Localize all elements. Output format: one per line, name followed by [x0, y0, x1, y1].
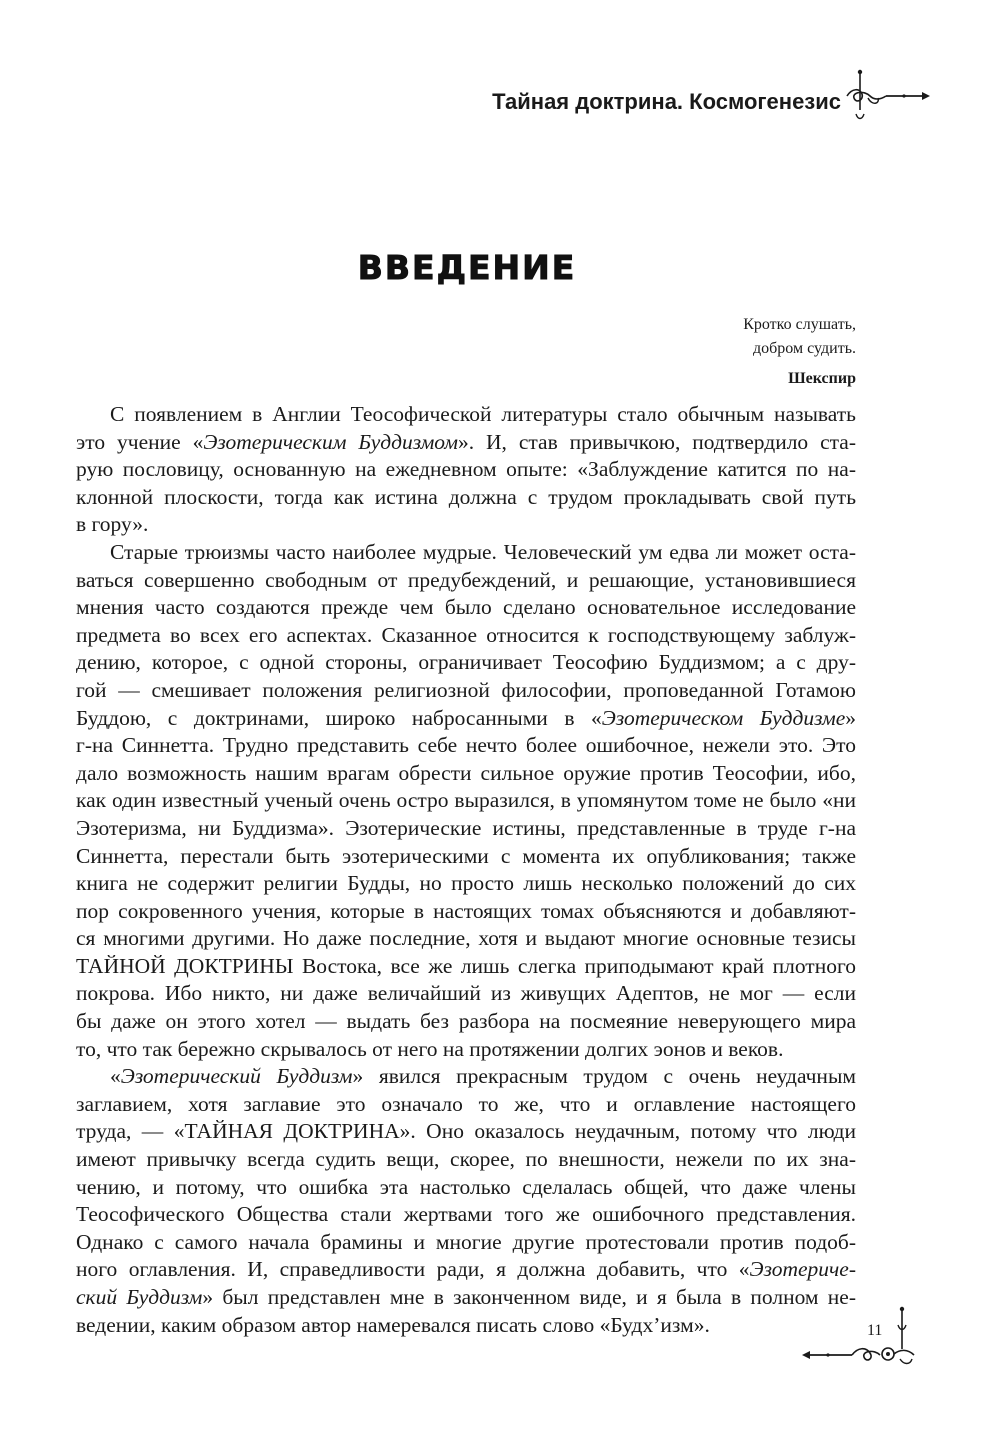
epigraph — [556, 313, 856, 391]
text-line — [76, 760, 856, 788]
text-line — [76, 1174, 856, 1202]
text-line — [76, 484, 856, 512]
text-line — [76, 1312, 856, 1340]
text-line — [76, 1091, 856, 1119]
text-line — [76, 1146, 856, 1174]
text-line — [76, 539, 856, 567]
text-span: это учение « — [76, 429, 204, 454]
text-line — [76, 429, 856, 457]
text-span: клонной плоскости, тогда как истина должна с трудом прокладывать свой путь — [76, 484, 856, 509]
text-line — [76, 401, 856, 429]
text-span: С появлением в Англии Теософической литературы стало обычным называть — [110, 402, 856, 426]
text-line — [76, 787, 856, 815]
text-line — [76, 511, 856, 539]
flourish-ornament-icon — [842, 68, 932, 128]
running-head — [0, 84, 986, 124]
text-span: Старые трюизмы часто наиболее мудрые. Человеческий ум едва ли может оста- — [110, 539, 856, 564]
text-line — [76, 953, 856, 981]
text-line — [76, 705, 856, 733]
text-span: чению, и потому, что ошибка эта настолько сделалась общей, что даже члены — [76, 1174, 856, 1199]
page-number: 11 — [867, 1322, 883, 1339]
text-span: имеют привычку всегда судить вещи, скорее, по внешности, нежели по их зна- — [76, 1147, 856, 1172]
text-span: в гору». — [76, 512, 149, 537]
text-span: Синнетта, перестали быть эзотерическими с момента их опубликования; также — [76, 843, 856, 868]
text-span: г-на Синнетта. Трудно представить себе нечто более ошибочное, нежели это. Это — [76, 733, 856, 758]
text-span: дению, которое, с одной стороны, ограничивает Теософию Буддизмом; а с дру- — [76, 650, 856, 675]
text-line — [76, 815, 856, 843]
italic-text: ский Буддизм — [76, 1285, 203, 1309]
text-span: заглавием, хотя заглавие это означало то же, что и оглавление настоящего — [76, 1091, 856, 1116]
text-span: покрова. Ибо никто, ни даже величайший из живущих Адептов, не мог — если — [76, 981, 856, 1006]
text-span: Однако с самого начала брамины и многие другие протестовали против подоб- — [76, 1229, 856, 1254]
text-span: книга не содержит религии Будды, но просто лишь несколько положений до сих — [76, 871, 856, 896]
epigraph-author: Шекспир — [788, 370, 856, 387]
text-span: мнения часто создаются прежде чем было сделано основательное исследование — [76, 595, 856, 620]
text-line — [76, 1256, 856, 1284]
text-line — [76, 732, 856, 760]
text-span: » был представлен мне в законченном виде, и я была в полном не- — [202, 1285, 856, 1309]
italic-text: Эзотериче- — [749, 1257, 856, 1282]
text-span: » — [845, 705, 857, 730]
text-line — [76, 456, 856, 484]
text-line — [76, 622, 856, 650]
text-span: Буддою, с доктринами, широко набросанными в « — [76, 705, 602, 730]
body-text — [76, 401, 856, 1339]
text-span: Теософического Общества стали жертвами того же ошибочного представления. — [76, 1202, 856, 1227]
text-line — [76, 843, 856, 871]
text-line — [76, 1118, 856, 1146]
text-line — [76, 567, 856, 595]
text-span: ведении, каким образом автор намеревался писать слово «Будх’изм». — [76, 1312, 710, 1337]
text-span: « — [110, 1064, 121, 1089]
text-line — [76, 1201, 856, 1229]
text-span: как один известный ученый очень остро выразился, в упомянутом томе не было «ни — [76, 788, 856, 813]
text-line — [76, 1063, 856, 1091]
text-span: гой — смешивает положения религиозной философии, проповеданной Готамою — [76, 677, 856, 702]
text-line — [76, 594, 856, 622]
text-line — [76, 898, 856, 926]
text-line — [76, 649, 856, 677]
italic-text: Эзотерическим Буддизмом — [203, 429, 458, 454]
running-title: Тайная доктрина. Космогенезис — [492, 89, 841, 114]
text-line — [76, 1229, 856, 1257]
italic-text: Эзотерический Буддизм — [120, 1064, 353, 1089]
text-line — [76, 1036, 856, 1064]
text-span: рую пословицу, основанную на ежедневном опыте: «Заблуждение катится по на- — [76, 457, 856, 482]
text-span: ного оглавления. И, справедливости ради, я должна добавить, что « — [76, 1257, 750, 1282]
text-span: бы даже он этого хотел — выдать без разбора на посмеяние неверующего мира — [76, 1009, 856, 1034]
text-line — [76, 1008, 856, 1036]
text-line — [76, 1284, 856, 1312]
text-line — [76, 870, 856, 898]
text-span: Эзотеризма, ни Буддизма». Эзотерические истины, представленные в труде г-на — [76, 815, 856, 840]
text-span: » явился прекрасным трудом с очень неудачным — [352, 1064, 856, 1089]
text-span: ваться совершенно свободным от предубеждений, и решающие, установившиеся — [76, 567, 856, 592]
text-line — [76, 677, 856, 705]
text-span: ТАЙНОЙ ДОКТРИНЫ Востока, все же лишь слегка приподымают край плотного — [76, 953, 856, 978]
text-span: предмета во всех его аспектах. Сказанное относится к господствующему заблуж- — [76, 622, 856, 647]
flourish-ornament-icon — [800, 1305, 930, 1375]
epigraph-line: Кротко слушать, — [743, 316, 856, 333]
text-span: то, что так бережно скрывалось от него на протяжении долгих эонов и веков. — [76, 1036, 784, 1061]
text-span: пор сокровенного учения, которые в настоящих томах объясняются и добавляют- — [76, 898, 856, 923]
text-span: ся многими другими. Но даже последние, хотя и выдают многие основные тезисы — [76, 926, 856, 951]
chapter-title: ВВЕДЕНИЕ — [357, 248, 577, 287]
italic-text: Эзотерическом Буддизме — [601, 705, 846, 730]
epigraph-line: добром судить. — [753, 340, 856, 357]
text-span: труда, — «ТАЙНАЯ ДОКТРИНА». Оно оказалось неудачным, потому что люди — [76, 1119, 856, 1144]
text-span: ». И, став привычкою, подтвердило ста- — [457, 429, 856, 454]
text-span: дало возможность нашим врагам обрести сильное оружие против Теософии, ибо, — [76, 760, 856, 785]
text-line — [76, 980, 856, 1008]
text-line — [76, 925, 856, 953]
